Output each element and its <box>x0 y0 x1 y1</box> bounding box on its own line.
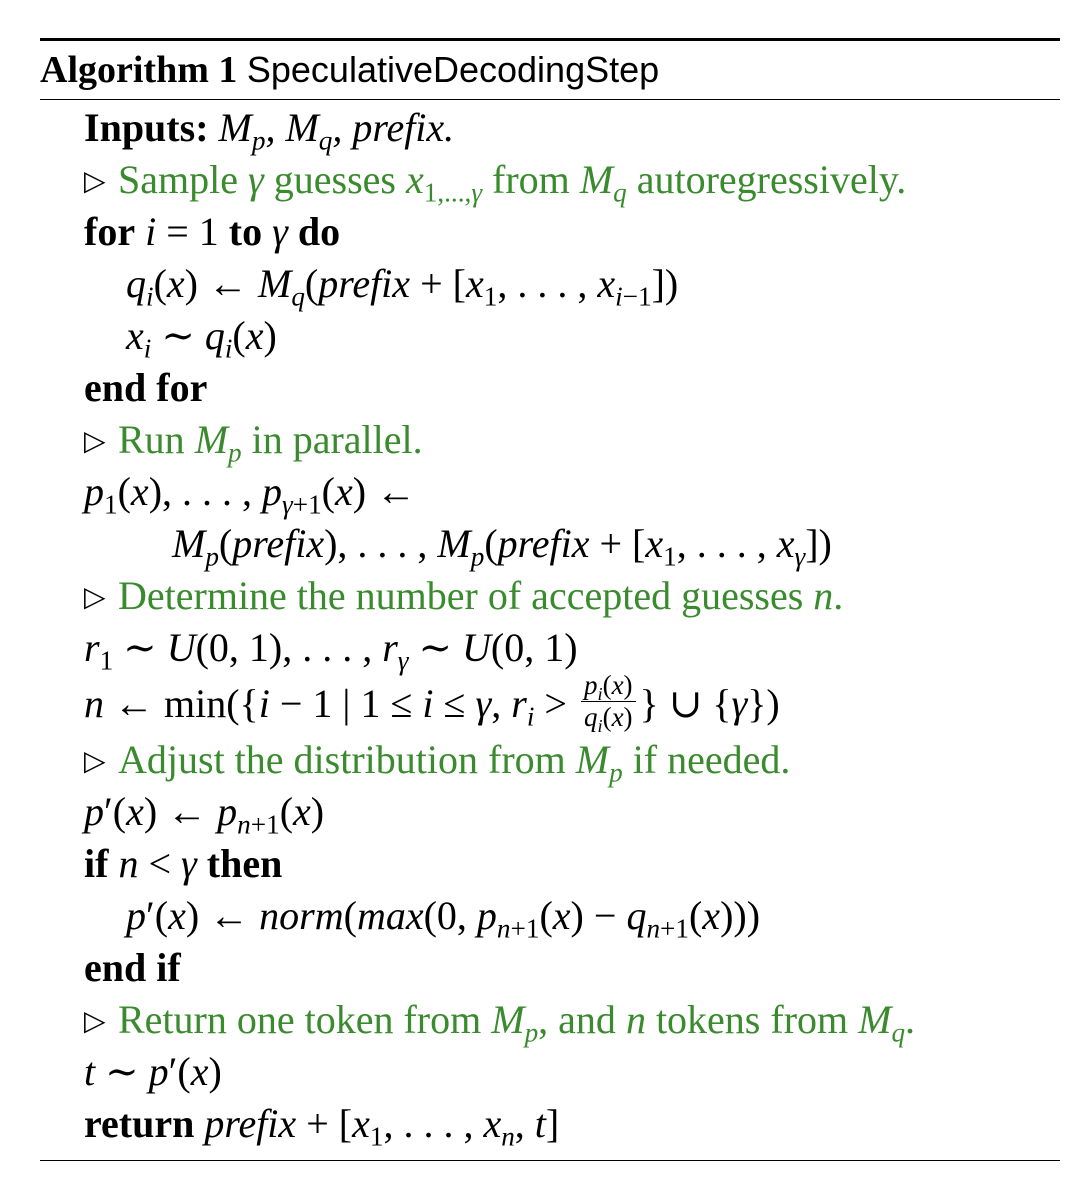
for-keyword: for <box>84 209 136 254</box>
p-prime-assign-line: p′(x) ← $p_{n+1}(x)$ <box>84 789 325 840</box>
comment-sample-text: Sample γ guesses $x_{1,...,\gamma}$ from $M_q$ autoregressively. <box>118 157 907 208</box>
comment-determine-text: Determine the number of accepted guesses n. <box>118 573 844 618</box>
end-for-keyword: end for <box>84 365 208 410</box>
comment-triangle-icon: ▷ <box>84 426 106 457</box>
algorithm-name: SpeculativeDecodingStep <box>246 49 660 90</box>
return-keyword: return <box>84 1101 195 1146</box>
to-keyword: to <box>228 209 263 254</box>
algorithm-body <box>40 100 1060 1160</box>
x-sample-line: $x_i$ ∼ $q_i(x)$ <box>126 313 277 364</box>
then-keyword: then <box>206 841 283 886</box>
end-if-line <box>40 942 1060 994</box>
comment-run <box>40 414 1060 466</box>
comment-triangle-icon: ▷ <box>84 166 106 197</box>
bottom-rule <box>40 1160 1060 1161</box>
comment-triangle-icon: ▷ <box>84 1006 106 1037</box>
if-line: if n < γ then <box>84 841 283 886</box>
comment-adjust <box>40 734 1060 786</box>
comment-return <box>40 994 1060 1046</box>
if-keyword: if <box>84 841 109 886</box>
comment-triangle-icon: ▷ <box>84 746 106 777</box>
comment-return-text: Return one token from $M_p$, and n tokens from $M_q$. <box>118 997 916 1048</box>
n-assign-line: n ← min({i − 1 | 1 ≤ i ≤ γ, $r_i$ > $\frac{p_i(x)}{q_i(x)}$ } ∪ {γ}) <box>84 670 780 737</box>
comment-triangle-icon: ▷ <box>84 582 106 613</box>
algorithm-label: Algorithm 1 <box>40 49 238 91</box>
do-keyword: do <box>297 209 341 254</box>
for-line: for i = 1 to γ do <box>84 209 341 254</box>
algorithm-block <box>40 38 1060 1161</box>
q-assign-line: $q_i(x)$ ← $M_q(prefix + [x_1$, . . . , $x_{i-1}$]) <box>126 261 679 312</box>
end-for-line <box>40 362 1060 414</box>
algorithm-header <box>40 41 1060 99</box>
comment-run-text: Run $M_p$ in parallel. <box>118 417 423 468</box>
r-sample-line: $r_1$ ∼ U(0, 1), . . . , $r_\gamma$ ∼ U(0, 1) <box>84 625 578 676</box>
end-if-keyword: end if <box>84 945 181 990</box>
return-line: return prefix + [$x_1$, . . . , $x_n$, t] <box>84 1101 560 1152</box>
t-sample-line: t ∼ p′(x) <box>84 1049 222 1094</box>
comment-determine <box>40 570 1060 622</box>
comment-sample <box>40 154 1060 206</box>
comment-adjust-text: Adjust the distribution from $M_p$ if needed. <box>118 737 791 788</box>
p-assign-continued-line: $M_p(prefix)$, . . . , $M_p(prefix + [x_1$, . . . , $x_\gamma$]) <box>172 521 832 572</box>
inputs-line <box>40 102 1060 154</box>
p-prime-norm-line: p′(x) ← norm(max(0, $p_{n+1}(x) - q_{n+1}(x)$)) <box>126 893 761 944</box>
inputs-vars: $M_p$, $M_q$, prefix. <box>218 105 455 156</box>
ratio-fraction: $\frac{p_i(x)}{q_i(x)}$ <box>581 672 636 731</box>
p-assign-line: $p_1(x)$, . . . , $p_{\gamma+1}(x)$ ← <box>84 469 417 520</box>
inputs-keyword: Inputs: <box>84 105 209 150</box>
